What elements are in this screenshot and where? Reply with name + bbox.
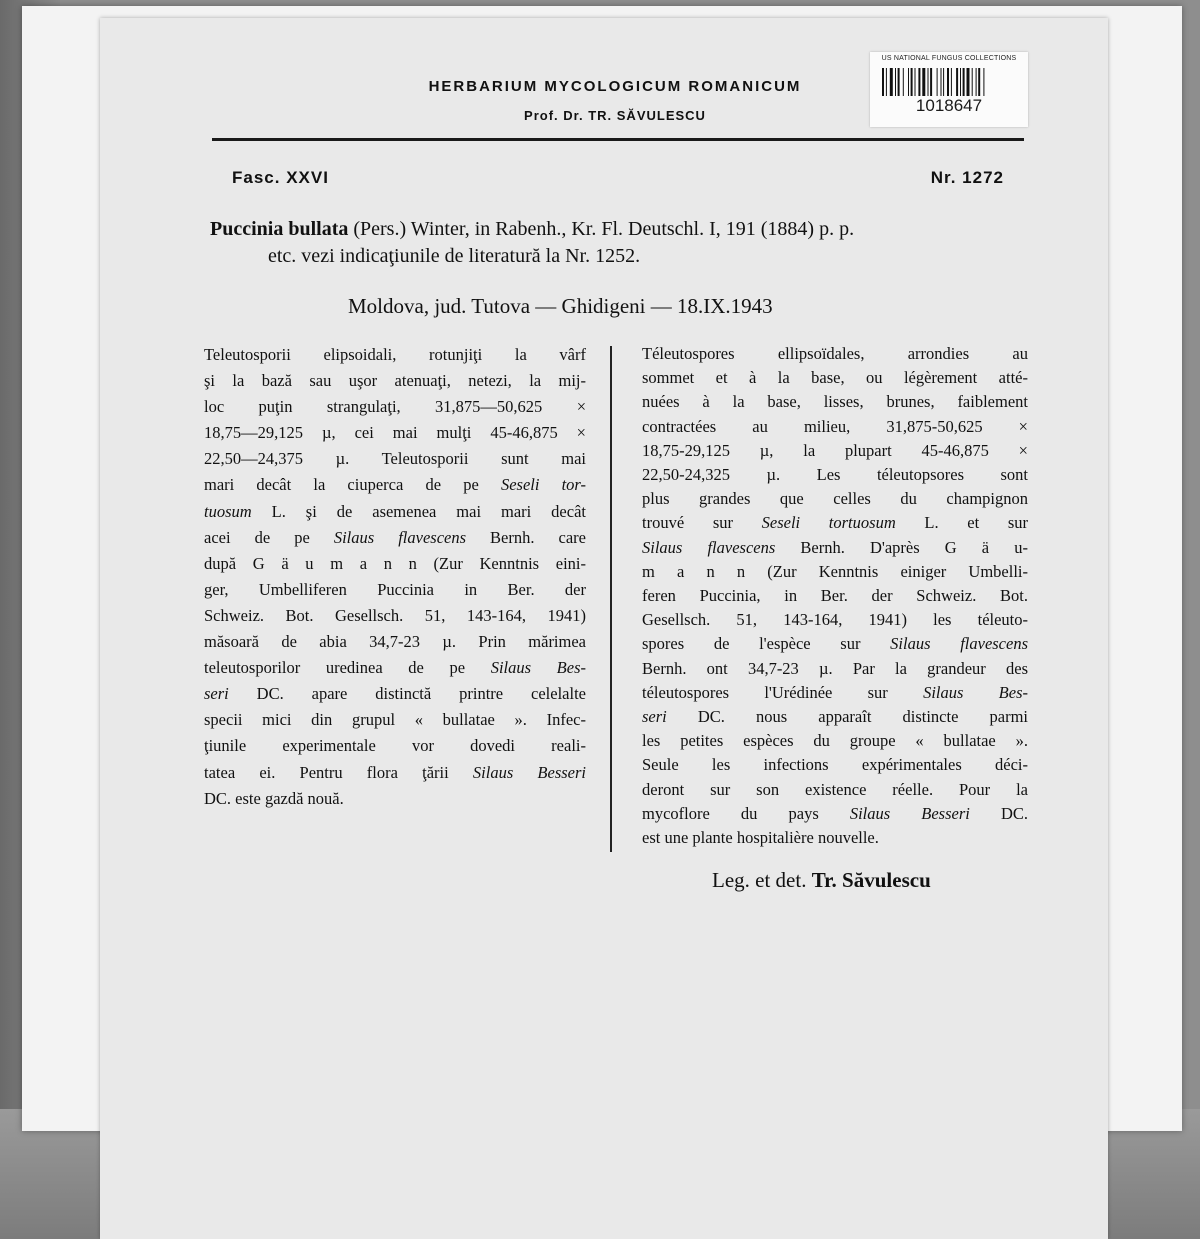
fr-text: téleutospores l'Urédinée sur: [642, 682, 888, 702]
fr-taxon: Seseli tortuosum: [761, 513, 896, 533]
fr-text: DC. nous apparaît distincte parmi: [666, 707, 1028, 727]
romanian-description: [204, 342, 586, 812]
french-description: [642, 342, 1028, 850]
fr-line: [642, 802, 1028, 826]
ro-line: ger, Umbelliferen Puccinia in Ber. der: [204, 579, 586, 599]
ro-text: teleutosporilor uredinea de pe: [204, 658, 466, 678]
literature-reference: etc. vezi indicaţiunile de literatură la Nr. 1252.: [268, 245, 641, 267]
signature-prefix: Leg. et det.: [712, 868, 812, 892]
ro-taxon: seri: [204, 684, 229, 704]
fr-line: Seule les infections expérimentales déci-: [642, 755, 1028, 775]
column-divider: [610, 346, 612, 852]
ro-line: [204, 472, 586, 498]
fr-line: contractées au milieu, 31,875-50,625 ×: [642, 416, 1028, 436]
fr-line: Téleutospores ellipsoïdales, arrondies au: [642, 344, 1028, 363]
fr-text: Bernh. D'après G ä u-: [775, 537, 1028, 557]
fr-line: [642, 681, 1028, 705]
barcode-institution: US NATIONAL FUNGUS COLLECTIONS: [881, 55, 1017, 62]
fr-taxon: Silaus flavescens: [890, 634, 1029, 654]
fr-taxon: Silaus Bes-: [923, 682, 1029, 702]
ro-line: după G ä u m a n n (Zur Kenntnis eini-: [204, 553, 586, 573]
fr-line: sommet et à la base, ou légèrement atté-: [642, 368, 1028, 388]
ro-line: 22,50—24,375 µ. Teleutosporii sunt mai: [204, 449, 586, 469]
fr-taxon: seri: [642, 707, 667, 727]
fr-line: 22,50-24,325 µ. Les téleutopsores sont: [642, 465, 1028, 485]
species-name: Puccinia bullata: [210, 218, 349, 240]
fr-line: Gesellsch. 51, 143-164, 1941) les téleuto-: [642, 610, 1028, 630]
fr-line: deront sur son existence réelle. Pour la: [642, 779, 1028, 799]
header-rule: [212, 138, 1024, 141]
ro-line: specii mici din grupul « bullatae ». Infec-: [204, 710, 586, 730]
fr-line: plus grandes que celles du champignon: [642, 489, 1028, 509]
ro-line: [204, 655, 586, 681]
ro-line: Teleutosporii elipsoidali, rotunjiţi la vârf: [204, 345, 586, 364]
fr-line: est une plante hospitalière nouvelle.: [642, 828, 879, 848]
fr-text: trouvé sur: [642, 513, 733, 533]
fr-text: mycoflore du pays: [642, 803, 819, 823]
collector-name: Tr. Săvulescu: [811, 868, 931, 892]
fr-taxon: Silaus Besseri: [849, 803, 970, 823]
fr-line: m a n n (Zur Kenntnis einiger Umbelli-: [642, 561, 1028, 581]
ro-line: 18,75—29,125 µ, cei mai mulţi 45-46,875 ×: [204, 423, 586, 443]
fr-text: spores de l'espèce sur: [642, 634, 861, 654]
ro-line: loc puţin strangulaţi, 31,875—50,625 ×: [204, 397, 586, 417]
fr-line: nuées à la base, lisses, brunes, faiblement: [642, 392, 1028, 412]
fr-text: DC.: [969, 803, 1028, 823]
fascicle-number: Fasc. XXVI: [232, 168, 329, 187]
collection-locality: Moldova, jud. Tutova — Ghidigeni — 18.IX.1943: [348, 294, 773, 318]
ro-line: [204, 681, 586, 707]
herbarium-title: HERBARIUM MYCOLOGICUM ROMANICUM: [428, 78, 802, 95]
barcode-icon: [882, 68, 1016, 96]
species-line: [210, 216, 1040, 242]
ro-taxon: Silaus Besseri: [472, 762, 587, 782]
ro-line: [204, 499, 586, 525]
herbarium-curator: Prof. Dr. TR. SĂVULESCU: [524, 108, 706, 123]
fr-taxon: Silaus flavescens: [642, 537, 776, 557]
ro-taxon: Silaus Bes-: [490, 658, 586, 678]
ro-text: L. şi de asemenea mai mari decât: [251, 501, 586, 521]
ro-line: ţiunile experimentale vor dovedi reali-: [204, 736, 586, 756]
ro-taxon: Seseli tor-: [500, 475, 587, 495]
fr-line: [642, 511, 1028, 535]
collector-signature: [712, 868, 1012, 893]
fr-line: les petites espèces du groupe « bullatae ».: [642, 731, 1028, 751]
fr-line: Bernh. ont 34,7-23 µ. Par la grandeur des: [642, 658, 1028, 678]
ro-text: acei de pe: [204, 527, 310, 547]
ro-taxon: Silaus flavescens: [333, 527, 467, 547]
ro-line: DC. este gazdă nouă.: [204, 788, 344, 808]
barcode-label: [870, 52, 1028, 127]
ro-taxon: tuosum: [204, 501, 252, 521]
ro-line: măsoară de abia 34,7-23 µ. Prin mărimea: [204, 632, 586, 652]
fr-line: [642, 705, 1028, 729]
fr-line: feren Puccinia, in Ber. der Schweiz. Bot.: [642, 586, 1028, 606]
ro-line: [204, 525, 586, 551]
ro-text: DC. apare distinctă printre celelalte: [228, 684, 586, 704]
species-citation: (Pers.) Winter, in Rabenh., Kr. Fl. Deutschl. I, 191 (1884) p. p.: [348, 218, 855, 240]
fr-line: 18,75-29,125 µ, la plupart 45-46,875 ×: [642, 440, 1028, 460]
ro-text: Bernh. care: [466, 527, 587, 547]
fr-text: L. et sur: [895, 513, 1028, 533]
ro-line: şi la bază sau uşor atenuaţi, netezi, la mij-: [204, 371, 586, 391]
ro-text: tatea ei. Pentru flora ţării: [204, 762, 449, 782]
barcode-number: 1018647: [915, 96, 983, 115]
ro-line: Schweiz. Bot. Gesellsch. 51, 143-164, 1941): [204, 605, 586, 625]
fr-line: [642, 536, 1028, 560]
ro-line: [204, 760, 586, 786]
ro-text: mari decât la ciuperca de pe: [204, 475, 479, 495]
fr-line: [642, 632, 1028, 656]
specimen-number: Nr. 1272: [930, 168, 1004, 187]
